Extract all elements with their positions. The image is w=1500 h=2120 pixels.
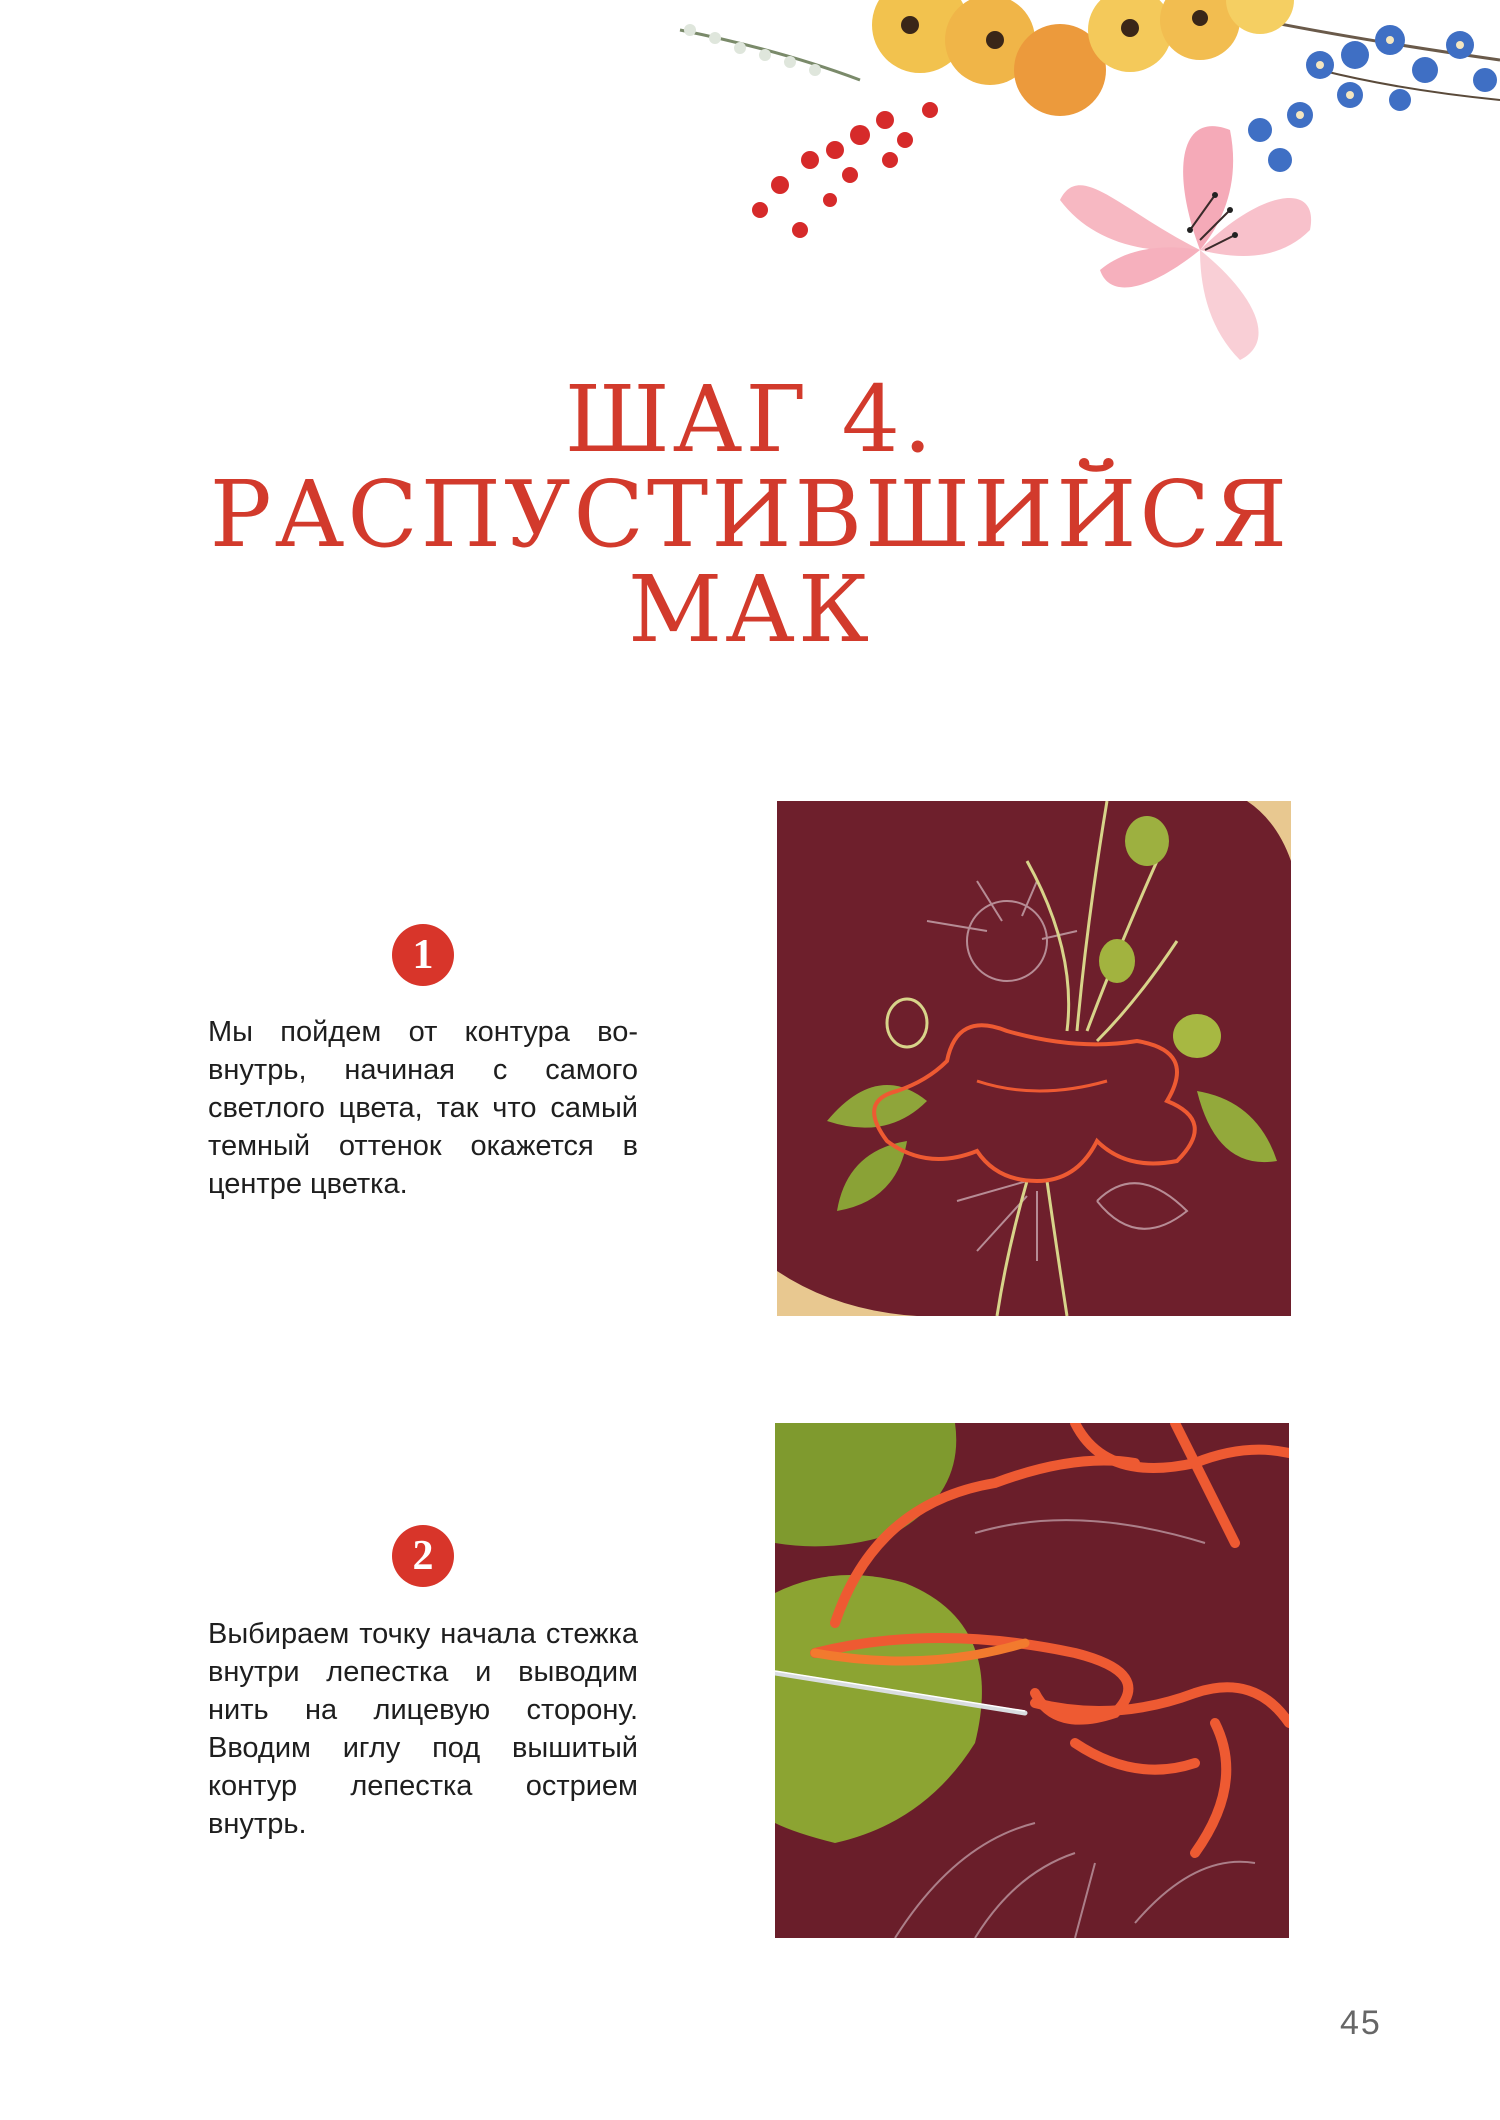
page-title (0, 366, 1500, 663)
step-2-text: Выбираем точку начала стежка внутри лепестка и выводим нить на лицевую сторону. Вводим иглу под вышитый контур лепестка острием внутрь. (208, 1618, 638, 1840)
floral-decoration (660, 0, 1500, 380)
title-line-3: МАК (627, 556, 873, 663)
embroidery-photo-closeup (775, 1423, 1289, 1938)
step-1-text: Мы пойдем от контура вовнутрь, начиная с самого светлого цвета, так что самый темный оттенок окажется в центре цветка. (208, 1016, 638, 1200)
step-1-number-badge: 1 (392, 924, 454, 986)
step-2-number-badge: 2 (392, 1525, 454, 1587)
title-line-2: РАСПУСТИВШИЙСЯ (209, 461, 1291, 568)
title-line-1: ШАГ 4. (564, 366, 936, 473)
embroidery-photo-outline (777, 801, 1291, 1316)
page-number: 45 (1340, 2004, 1382, 2042)
